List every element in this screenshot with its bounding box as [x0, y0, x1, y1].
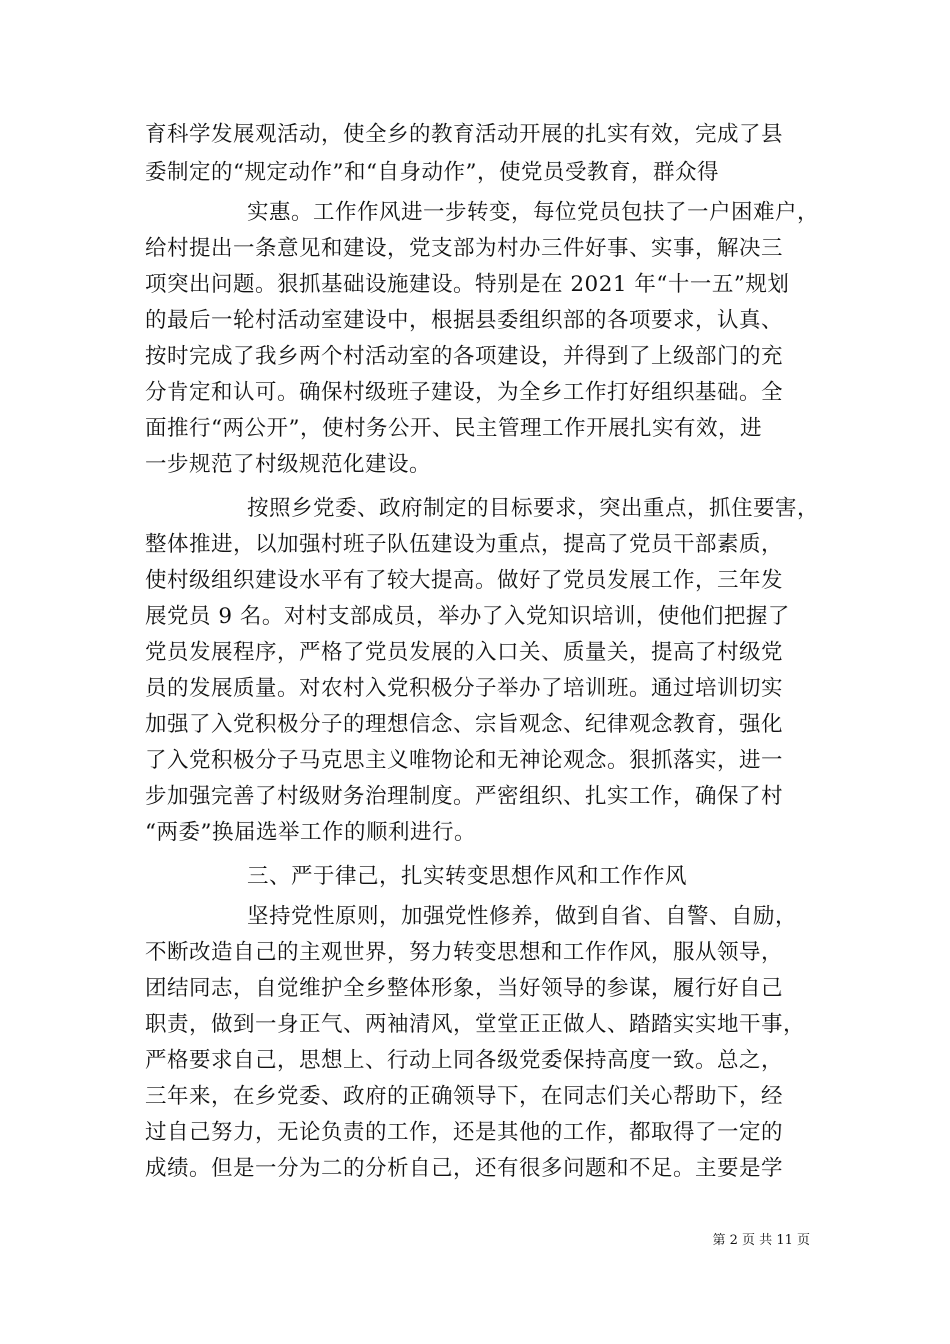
body-text-line: 委制定的“规定动作”和“自身动作”，使党员受教育，群众得 [145, 160, 719, 185]
body-text-line: 的最后一轮村活动室建设中，根据县委组织部的各项要求，认真、 [145, 308, 784, 333]
body-text-line: 分肯定和认可。确保村级班子建设，为全乡工作打好组织基础。全 [145, 380, 784, 405]
body-text-line: 展党员 9 名。对村支部成员，举办了入党知识培训，使他们把握了 [145, 604, 790, 629]
body-text-line: 员的发展质量。对农村入党积极分子举办了培训班。通过培训切实 [145, 676, 784, 701]
body-text-line: 过自己努力，无论负责的工作，还是其他的工作，都取得了一定的 [145, 1120, 784, 1145]
body-text-line: 项突出问题。狠抓基础设施建设。特别是在 2021 年“十一五”规划 [145, 272, 790, 297]
body-text-line: 不断改造自己的主观世界，努力转变思想和工作作风，服从领导， [145, 940, 784, 965]
paragraph-first-line: 按照乡党委、政府制定的目标要求，突出重点，抓住要害， [247, 496, 820, 521]
body-text-line: 面推行“两公开”，使村务公开、民主管理工作开展扎实有效，进 [145, 416, 762, 441]
body-text-line: 给村提出一条意见和建设，党支部为村办三件好事、实事，解决三 [145, 236, 784, 261]
body-text-line: 加强了入党积极分子的理想信念、宗旨观念、纪律观念教育，强化 [145, 712, 784, 737]
section-heading: 三、严于律己，扎实转变思想作风和工作作风 [247, 864, 688, 889]
paragraph-first-line: 坚持党性原则，加强党性修养，做到自省、自警、自励， [247, 904, 798, 929]
body-text-line: 育科学发展观活动，使全乡的教育活动开展的扎实有效，完成了县 [145, 122, 784, 147]
body-text-line: 一步规范了村级规范化建设。 [145, 452, 432, 477]
page-number-footer: 第 2 页 共 11 页 [712, 1233, 810, 1248]
body-text-line: 严格要求自己，思想上、行动上同各级党委保持高度一致。总之， [145, 1048, 784, 1073]
body-text-line: 党员发展程序，严格了党员发展的入口关、质量关，提高了村级党 [145, 640, 784, 665]
body-text-line: “两委”换届选举工作的顺利进行。 [145, 820, 476, 845]
body-text-line: 职责，做到一身正气、两袖清风，堂堂正正做人、踏踏实实地干事， [145, 1012, 806, 1037]
body-text-line: 了入党积极分子马克思主义唯物论和无神论观念。狠抓落实，进一 [145, 748, 784, 773]
body-text-line: 团结同志，自觉维护全乡整体形象，当好领导的参谋，履行好自己 [145, 976, 784, 1001]
body-text-line: 步加强完善了村级财务治理制度。严密组织、扎实工作，确保了村 [145, 784, 784, 809]
body-text-line: 成绩。但是一分为二的分析自己，还有很多问题和不足。主要是学 [145, 1156, 784, 1181]
body-text-line: 三年来，在乡党委、政府的正确领导下，在同志们关心帮助下，经 [145, 1084, 784, 1109]
body-text-line: 使村级组织建设水平有了较大提高。做好了党员发展工作，三年发 [145, 568, 784, 593]
body-text-line: 整体推进，以加强村班子队伍建设为重点，提高了党员干部素质， [145, 532, 784, 557]
body-text-line: 按时完成了我乡两个村活动室的各项建设，并得到了上级部门的充 [145, 344, 784, 369]
body-text-line: 实惠。工作作风进一步转变，每位党员包扶了一户困难户， [247, 200, 820, 225]
